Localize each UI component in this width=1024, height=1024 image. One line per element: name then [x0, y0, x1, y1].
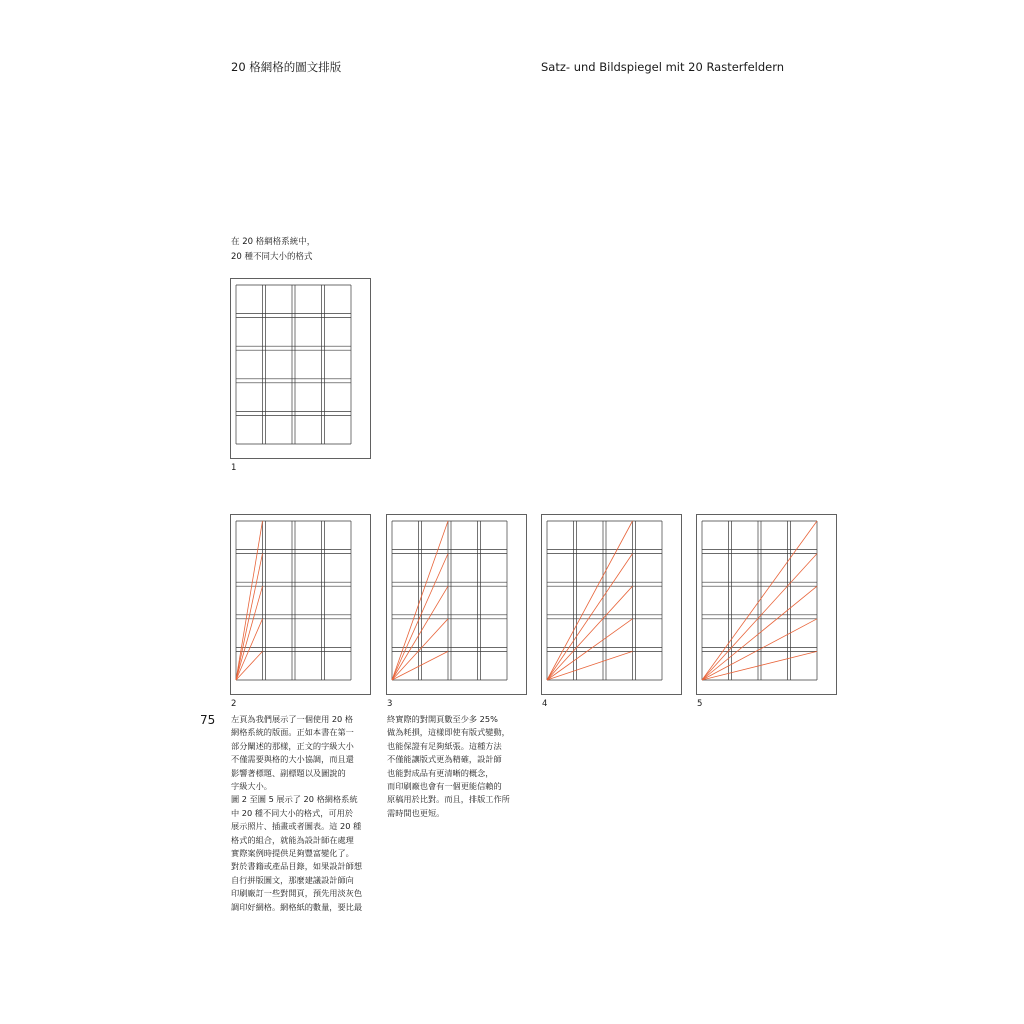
diagonal-line	[702, 554, 817, 680]
body-text-line: 網格系統的版面。正如本書在第一	[231, 727, 354, 738]
intro-caption	[231, 235, 315, 265]
figure-label-1: 1	[231, 463, 237, 473]
body-text-line: 對於書籍或產品目錄，如果設計師想	[231, 861, 363, 872]
figure-label-4: 4	[542, 699, 548, 709]
body-text-line: 也能對成品有更清晰的概念，	[387, 767, 494, 778]
body-text-line: 終實際的對開頁數至少多 25%	[387, 714, 498, 724]
diagonal-line	[236, 619, 263, 680]
body-text-line: 也能保證有足夠紙張。這種方法	[387, 740, 502, 751]
diagonal-line	[547, 554, 633, 680]
body-text-line: 印刷廠訂一些對開頁，預先用淡灰色	[231, 888, 363, 899]
body-text-line: 中 20 種不同大小的格式，可用於	[231, 807, 354, 818]
body-text-line: 不僅需要與格的大小協調，而且還	[231, 754, 354, 765]
grid-figure-4	[541, 514, 682, 695]
grid-figure-5	[696, 514, 837, 695]
page-frame	[387, 515, 527, 695]
body-text-line: 不僅能讓版式更為精確，設計師	[387, 754, 502, 765]
body-text-line: 展示照片、插畫或者圖表。這 20 種	[231, 821, 362, 832]
diagonal-line	[392, 554, 448, 680]
page-frame	[231, 279, 371, 459]
body-text-line: 影響著標題、副標題以及圖說的	[231, 767, 346, 778]
body-text-line: 圖 2 至圖 5 展示了 20 格網格系統	[231, 794, 358, 805]
diagonal-line	[236, 554, 263, 680]
body-text-line: 而印刷廠也會有一個更能信賴的	[387, 781, 502, 792]
header-left-title: 20 格網格的圖文排版	[231, 60, 342, 74]
diagonal-line	[392, 619, 448, 680]
body-text-line: 原稿用於比對。而且，排版工作所	[387, 794, 510, 805]
body-text-column-1	[231, 713, 362, 914]
body-text-line: 字級大小。	[231, 781, 272, 792]
intro-line-2: 20 種不同大小的格式	[231, 252, 313, 262]
body-text-line: 部分闡述的那樣，正文的字級大小	[231, 740, 354, 751]
page-number: 75	[200, 713, 216, 727]
body-text-column-2	[387, 713, 510, 820]
grid-figure-3	[386, 514, 527, 695]
intro-line-1: 在 20 格網格系統中，	[231, 237, 316, 247]
body-text-line: 格式的組合，就能為設計師在處理	[231, 834, 354, 845]
body-text-line: 自行拼版圖文，那麼建議設計師向	[231, 874, 354, 885]
header-right-title: Satz- und Bildspiegel mit 20 Rasterfeldern	[541, 60, 785, 74]
body-text-line: 左頁為我們展示了一個使用 20 格	[231, 714, 354, 724]
diagonal-line	[702, 619, 817, 680]
grid-figure-1	[230, 278, 371, 459]
body-text-line: 做為耗損，這樣即使有版式變動，	[387, 727, 510, 738]
figure-label-5: 5	[697, 699, 703, 709]
diagonal-line	[547, 619, 633, 680]
body-text-line: 需時間也更短。	[387, 807, 445, 818]
body-text-line: 實際案例時提供足夠豐富變化了。	[231, 848, 354, 859]
figure-label-3: 3	[387, 699, 393, 709]
page-frame	[542, 515, 682, 695]
grid-figure-2	[230, 514, 371, 695]
figure-label-2: 2	[231, 699, 237, 709]
body-text-line: 調印好網格。網格紙的數量，要比最	[231, 901, 363, 912]
